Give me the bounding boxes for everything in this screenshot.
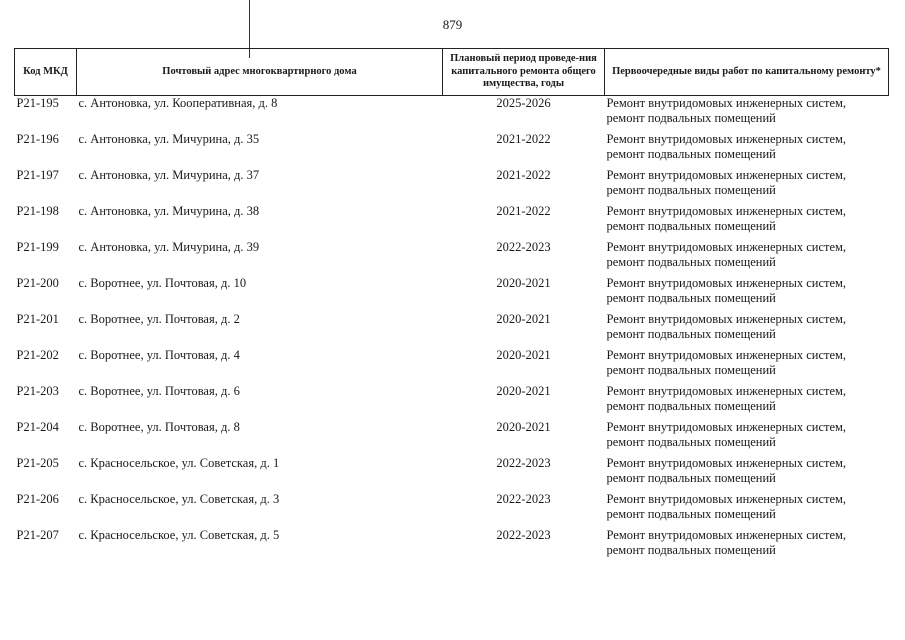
table-row <box>15 528 889 564</box>
works-line-1: Ремонт внутридомовых инженерных систем, <box>606 204 847 218</box>
works-line-2: ремонт подвальных помещений <box>606 219 776 233</box>
cell-address: с. Антоновка, ул. Мичурина, д. 38 <box>78 204 260 218</box>
cell-code: P21-207 <box>16 528 59 542</box>
cell-code: P21-203 <box>16 384 59 398</box>
cell-address: с. Антоновка, ул. Мичурина, д. 35 <box>78 132 260 146</box>
works-line-1: Ремонт внутридомовых инженерных систем, <box>606 168 847 182</box>
works-line-2: ремонт подвальных помещений <box>606 507 776 521</box>
works-line-2: ремонт подвальных помещений <box>606 543 776 557</box>
cell-period: 2021-2022 <box>496 168 551 182</box>
cell-code: P21-200 <box>16 276 59 290</box>
works-line-1: Ремонт внутридомовых инженерных систем, <box>606 312 847 326</box>
works-line-1: Ремонт внутридомовых инженерных систем, <box>606 456 847 470</box>
works-line-2: ремонт подвальных помещений <box>606 111 776 125</box>
cell-address: с. Красносельское, ул. Советская, д. 1 <box>78 456 280 470</box>
table-row <box>15 456 889 492</box>
works-line-1: Ремонт внутридомовых инженерных систем, <box>606 528 847 542</box>
cell-period: 2022-2023 <box>496 492 551 506</box>
works-line-2: ремонт подвальных помещений <box>606 399 776 413</box>
cell-address: с. Красносельское, ул. Советская, д. 3 <box>78 492 280 506</box>
works-line-2: ремонт подвальных помещений <box>606 471 776 485</box>
capital-repair-table <box>14 48 889 564</box>
cell-code: P21-196 <box>16 132 59 146</box>
works-line-2: ремонт подвальных помещений <box>606 183 776 197</box>
table-body <box>15 96 889 565</box>
header-address: Почтовый адрес многоквартирного дома <box>77 49 443 96</box>
works-line-2: ремонт подвальных помещений <box>606 327 776 341</box>
cell-period: 2020-2021 <box>496 312 551 326</box>
table-row <box>15 348 889 384</box>
cell-period: 2022-2023 <box>496 528 551 542</box>
header-row <box>15 49 889 96</box>
cell-period: 2022-2023 <box>496 240 551 254</box>
works-line-1: Ремонт внутридомовых инженерных систем, <box>606 420 847 434</box>
cell-works <box>605 528 889 564</box>
cell-address: с. Воротнее, ул. Почтовая, д. 8 <box>78 420 240 434</box>
table-row <box>15 204 889 240</box>
cell-works <box>605 348 889 384</box>
table-header <box>15 49 889 96</box>
cell-period: 2025-2026 <box>496 96 551 110</box>
cell-address: с. Антоновка, ул. Мичурина, д. 37 <box>78 168 260 182</box>
cell-code: P21-195 <box>16 96 59 110</box>
cell-works <box>605 420 889 456</box>
works-line-2: ремонт подвальных помещений <box>606 147 776 161</box>
cell-period: 2020-2021 <box>496 348 551 362</box>
cell-address: с. Антоновка, ул. Кооперативная, д. 8 <box>78 96 278 110</box>
works-line-2: ремонт подвальных помещений <box>606 291 776 305</box>
works-line-1: Ремонт внутридомовых инженерных систем, <box>606 240 847 254</box>
cell-works <box>605 96 889 133</box>
works-line-2: ремонт подвальных помещений <box>606 363 776 377</box>
cell-address: с. Красносельское, ул. Советская, д. 5 <box>78 528 280 542</box>
cell-period: 2020-2021 <box>496 420 551 434</box>
cell-code: P21-206 <box>16 492 59 506</box>
works-line-2: ремонт подвальных помещений <box>606 255 776 269</box>
cell-period: 2021-2022 <box>496 132 551 146</box>
cell-period: 2020-2021 <box>496 276 551 290</box>
cell-works <box>605 168 889 204</box>
cell-address: с. Воротнее, ул. Почтовая, д. 10 <box>78 276 247 290</box>
works-line-1: Ремонт внутридомовых инженерных систем, <box>606 384 847 398</box>
page-number: 879 <box>442 17 463 32</box>
cell-works <box>605 492 889 528</box>
table-row <box>15 96 889 133</box>
cell-works <box>605 276 889 312</box>
works-line-1: Ремонт внутридомовых инженерных систем, <box>606 132 847 146</box>
table-row <box>15 384 889 420</box>
cell-address: с. Антоновка, ул. Мичурина, д. 39 <box>78 240 260 254</box>
table-row <box>15 240 889 276</box>
table-row <box>15 132 889 168</box>
cell-period: 2020-2021 <box>496 384 551 398</box>
cell-code: P21-205 <box>16 456 59 470</box>
cell-code: P21-204 <box>16 420 59 434</box>
cell-code: P21-201 <box>16 312 59 326</box>
cell-address: с. Воротнее, ул. Почтовая, д. 4 <box>78 348 240 362</box>
table-row <box>15 420 889 456</box>
header-period: Плановый период проведе-ния капитального ремонта общего имущества, годы <box>443 49 605 96</box>
cell-code: P21-197 <box>16 168 59 182</box>
header-code: Код МКД <box>15 49 77 96</box>
cell-address: с. Воротнее, ул. Почтовая, д. 2 <box>78 312 240 326</box>
table-row <box>15 492 889 528</box>
works-line-1: Ремонт внутридомовых инженерных систем, <box>606 492 847 506</box>
cell-code: P21-199 <box>16 240 59 254</box>
works-line-1: Ремонт внутридомовых инженерных систем, <box>606 276 847 290</box>
table-row <box>15 312 889 348</box>
cell-period: 2021-2022 <box>496 204 551 218</box>
table-row <box>15 276 889 312</box>
cell-works <box>605 312 889 348</box>
cell-code: P21-198 <box>16 204 59 218</box>
works-line-2: ремонт подвальных помещений <box>606 435 776 449</box>
works-line-1: Ремонт внутридомовых инженерных систем, <box>606 96 847 110</box>
cell-code: P21-202 <box>16 348 59 362</box>
cell-address: с. Воротнее, ул. Почтовая, д. 6 <box>78 384 240 398</box>
cell-works <box>605 456 889 492</box>
cell-works <box>605 240 889 276</box>
header-works: Первоочередные виды работ по капитальному ремонту* <box>605 49 889 96</box>
cell-works <box>605 132 889 168</box>
cell-works <box>605 204 889 240</box>
cell-works <box>605 384 889 420</box>
cell-period: 2022-2023 <box>496 456 551 470</box>
works-line-1: Ремонт внутридомовых инженерных систем, <box>606 348 847 362</box>
table-row <box>15 168 889 204</box>
